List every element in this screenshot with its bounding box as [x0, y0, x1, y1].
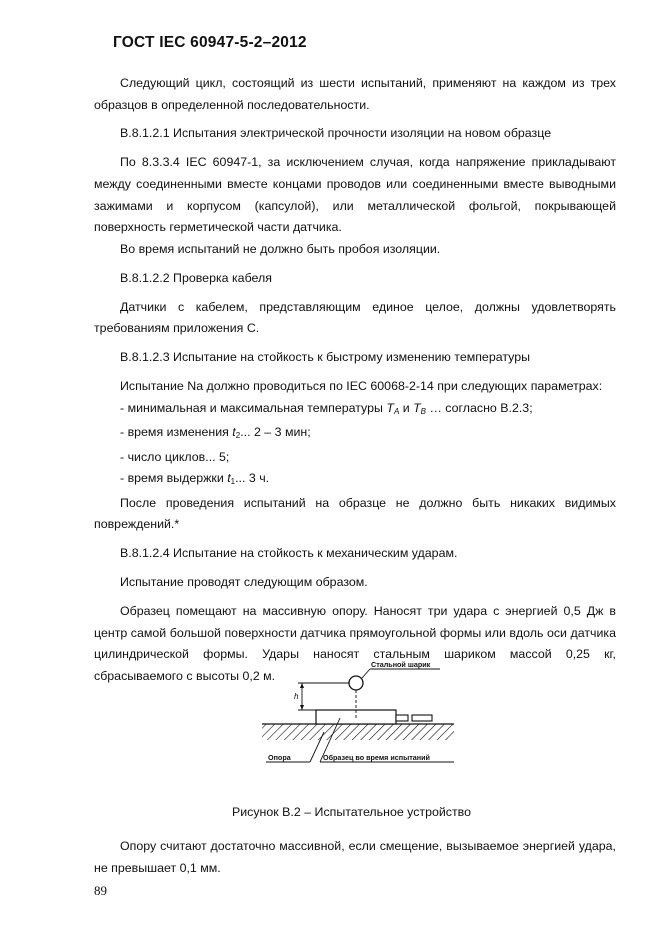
paragraph: После проведения испытаний на образце не должно быть никаких видимых повреждений.* [94, 495, 616, 532]
steel-ball [349, 676, 363, 690]
steel-ball-label: Стальной шарик [371, 660, 431, 669]
paragraph: Испытание Na должно проводиться по IEC 60068-2-14 при следующих параметрах: [120, 378, 603, 393]
cable-stub [396, 715, 408, 721]
sample-label: Образец во время испытаний [323, 753, 430, 762]
support-label: Опора [268, 753, 291, 762]
list-item: - минимальная и максимальная температуры $T_A$ и $T_B$ … согласно В.2.3; [120, 400, 533, 416]
section-heading: B.8.1.2.1 Испытания электрической прочности изоляции на новом образце [120, 126, 552, 141]
figure-caption: Рисунок В.2 – Испытательное устройство [231, 805, 472, 819]
body-text [94, 73, 616, 688]
paragraph: Опору считают достаточно массивной, если смещение, вызываемое энергией удара, не превышает 0,1 мм. [94, 839, 616, 875]
height-arrow-bottom [300, 705, 304, 710]
support-hatching [262, 724, 454, 740]
paragraph: Во время испытаний не должно быть пробоя изоляции. [120, 241, 441, 256]
section-heading: B.8.1.2.3 Испытание на стойкость к быстрому изменению температуры [120, 350, 531, 365]
list-item: - время выдержки $t_1$... 3 ч. [120, 471, 270, 487]
list-item: - число циклов... 5; [120, 449, 230, 464]
paragraph: По 8.3.3.4 IEC 60947-1, за исключением случая, когда напряжение прикладывают между соединенными вместе концами проводов или соединенными вместе выводными зажимами и корпусом (капсулой), или металлической фольгой, покрывающей поверхность герметической части датчика. [94, 155, 616, 235]
closing-paragraph [94, 836, 616, 879]
height-label: h [294, 692, 299, 701]
paragraph: Датчики с кабелем, представляющим единое целое, должны удовлетворять требованиям приложения С. [94, 299, 616, 336]
paragraph: Испытание проводят следующим образом. [120, 575, 368, 590]
ball-label-leader [362, 669, 370, 678]
page-number: 89 [94, 883, 107, 898]
list-item: - время изменения $t_2$... 2 – 3 мин; [120, 425, 311, 441]
section-heading: B.8.1.2.2 Проверка кабеля [120, 270, 272, 285]
test-device-figure [262, 660, 462, 775]
cable-stub [412, 715, 432, 721]
section-heading: B.8.1.2.4 Испытание на стойкость к механическим ударам. [120, 546, 458, 561]
height-arrow-top [300, 683, 304, 688]
document-title: ГОСТ IEC 60947-5-2–2012 [113, 34, 307, 51]
test-device-diagram [262, 660, 462, 775]
paragraph: Следующий цикл, состоящий из шести испытаний, применяют на каждом из трех образцов в определенной последовательности. [94, 76, 616, 112]
paragraph: Образец помещают на массивную опору. Наносят три удара с энергией 0,5 Дж в центр самой большой поверхности датчика прямоугольной формы или вдоль оси датчика цилиндрической формы. Удары наносят стальным шариком массой 0,25 кг, сбрасываемого с высоты 0,2 м. [94, 604, 616, 683]
